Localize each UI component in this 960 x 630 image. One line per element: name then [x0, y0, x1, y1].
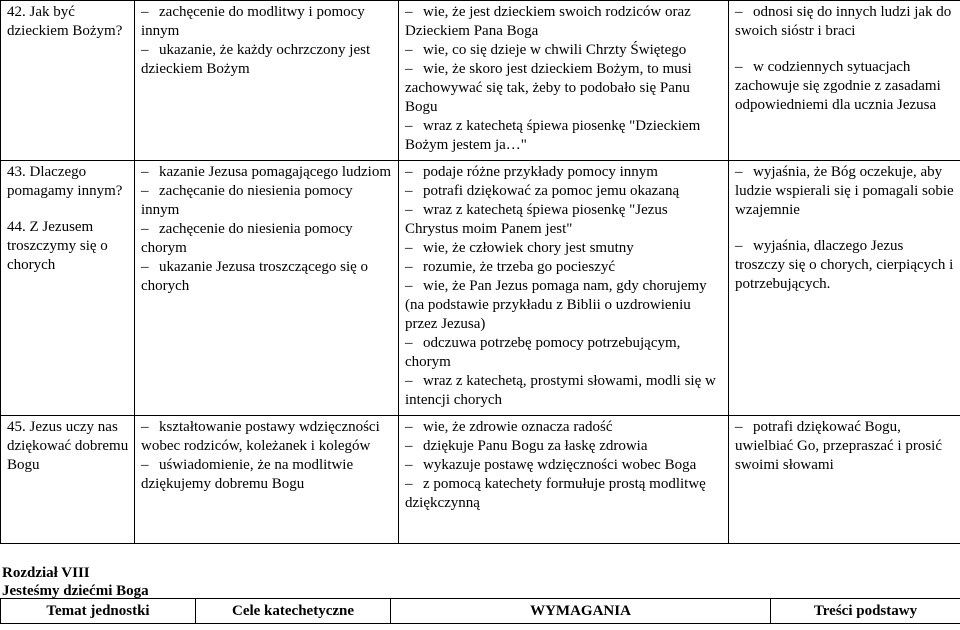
list-item: – wykazuje postawę wdzięczności wobec Boga	[405, 457, 697, 473]
list-item: – wyjaśnia, dlaczego Jezus troszczy się o chorych, cierpiących i potrzebujących.	[735, 238, 954, 292]
list-item: – potrafi dziękować za pomoc jemu okazaną	[405, 183, 680, 199]
cele-cell	[135, 161, 399, 416]
list-item: – wraz z katechetą śpiewa piosenkę "Jezus Chrystus moim Panem jest"	[405, 202, 668, 237]
list-item: – wraz z katechetą, prostymi słowami, modli się w intencji chorych	[405, 373, 716, 408]
list-item: – wie, że skoro jest dzieckiem Bożym, to musi zachowywać się tak, żeby to podobało się Panu Bogu	[405, 61, 692, 115]
wymaganie-text: podaje różne przykłady pomocy innym	[423, 164, 658, 180]
wymaganie-text: wie, że człowiek chory jest smutny	[423, 240, 634, 256]
wymaganie-text: z pomocą katechety formułuje prostą modlitwę dziękczynną	[405, 476, 706, 511]
list-item: – wie, że człowiek chory jest smutny	[405, 240, 634, 256]
list-item: – uświadomienie, że na modlitwie dziękujemy dobremu Bogu	[141, 457, 354, 492]
header-temat: Temat jednostki	[1, 599, 196, 624]
list-item: – dziękuje Panu Bogu za łaskę zdrowia	[405, 438, 648, 454]
wymaganie-text: potrafi dziękować za pomoc jemu okazaną	[423, 183, 680, 199]
list-item: – rozumie, że trzeba go pocieszyć	[405, 259, 615, 275]
wymaganie-text: wie, co się dzieje w chwili Chrzty Świętego	[423, 42, 687, 58]
tresc-text: potrafi dziękować Bogu, uwielbiać Go, przepraszać i prosić swoimi słowami	[735, 419, 942, 473]
tresci-cell	[729, 1, 960, 161]
list-item: – wie, co się dzieje w chwili Chrzty Świętego	[405, 42, 687, 58]
wymaganie-text: wraz z katechetą, prostymi słowami, modli się w intencji chorych	[405, 373, 716, 408]
table-row	[1, 161, 960, 416]
chapter-heading	[2, 564, 149, 600]
topic-cell	[1, 416, 135, 544]
cele-text: kazanie Jezusa pomagającego ludziom	[159, 164, 391, 180]
cele-text: zachęcenie do niesienia pomocy chorym	[141, 221, 353, 256]
list-item: – kazanie Jezusa pomagającego ludziom	[141, 164, 391, 180]
cele-text: kształtowanie postawy wdzięczności wobec rodziców, koleżanek i kolegów	[141, 419, 380, 454]
list-item: – wie, że jest dzieckiem swoich rodziców oraz Dzieckiem Pana Boga	[405, 4, 691, 39]
wymaganie-text: wie, że zdrowie oznacza radość	[423, 419, 613, 435]
table-header	[0, 598, 960, 624]
cele-cell	[135, 416, 399, 544]
tresc-text: wyjaśnia, dlaczego Jezus troszczy się o chorych, cierpiących i potrzebujących.	[735, 238, 954, 292]
list-item: – wie, że zdrowie oznacza radość	[405, 419, 613, 435]
list-item: – ukazanie, że każdy ochrzczony jest dzieckiem Bożym	[141, 42, 371, 77]
wymaganie-text: rozumie, że trzeba go pocieszyć	[423, 259, 615, 275]
chapter-title: Jesteśmy dziećmi Boga	[2, 583, 149, 599]
cele-text: zachęcenie do modlitwy i pomocy innym	[141, 4, 365, 39]
header-row	[1, 599, 960, 624]
topic-cell	[1, 161, 135, 416]
tresci-cell	[729, 416, 960, 544]
list-item: – z pomocą katechety formułuje prostą modlitwę dziękczynną	[405, 476, 706, 511]
cele-text: ukazanie Jezusa troszczącego się o chorych	[141, 259, 369, 294]
cele-cell	[135, 1, 399, 161]
wymaganie-text: dziękuje Panu Bogu za łaskę zdrowia	[423, 438, 648, 454]
wymagania-cell	[399, 416, 729, 544]
topic-title: 43. Dlaczego pomagamy innym?	[7, 164, 123, 199]
list-item: – w codziennych sytuacjach zachowuje się zgodnie z zasadami odpowiedniemi dla ucznia Jezusa	[735, 59, 941, 113]
topic-title: 44. Z Jezusem troszczymy się o chorych	[7, 219, 108, 273]
tresci-cell	[729, 161, 960, 416]
list-item: – odczuwa potrzebę pomocy potrzebującym, chorym	[405, 335, 681, 370]
tresc-text: wyjaśnia, że Bóg oczekuje, aby ludzie wspierali się i pomagali sobie wzajemnie	[735, 164, 954, 218]
list-item: – kształtowanie postawy wdzięczności wobec rodziców, koleżanek i kolegów	[141, 419, 380, 454]
topic-cell	[1, 1, 135, 161]
cele-text: ukazanie, że każdy ochrzczony jest dzieckiem Bożym	[141, 42, 371, 77]
header-tresci: Treści podstawy	[771, 599, 960, 624]
list-item: – potrafi dziękować Bogu, uwielbiać Go, przepraszać i prosić swoimi słowami	[735, 419, 942, 473]
list-item: – wie, że Pan Jezus pomaga nam, gdy chorujemy (na podstawie przykładu z Biblii o uzdrowieniu przez Jezusa)	[405, 278, 707, 332]
cele-text: zachęcanie do niesienia pomocy innym	[141, 183, 353, 218]
wymaganie-text: wraz z katechetą śpiewa piosenkę "Jezus Chrystus moim Panem jest"	[405, 202, 668, 237]
chapter-number: Rozdział VIII	[2, 565, 90, 581]
topic-title: 42. Jak być dzieckiem Bożym?	[7, 4, 123, 39]
wymaganie-text: wraz z katechetą śpiewa piosenkę "Dzieckiem Bożym jestem ja…"	[405, 118, 701, 153]
list-item: – zachęcenie do modlitwy i pomocy innym	[141, 4, 365, 39]
list-item: – wraz z katechetą śpiewa piosenkę "Dzieckiem Bożym jestem ja…"	[405, 118, 701, 153]
wymagania-cell	[399, 1, 729, 161]
list-item: – wyjaśnia, że Bóg oczekuje, aby ludzie wspierali się i pomagali sobie wzajemnie	[735, 164, 954, 218]
cele-text: uświadomienie, że na modlitwie dziękujemy dobremu Bogu	[141, 457, 354, 492]
list-item: – zachęcenie do niesienia pomocy chorym	[141, 221, 353, 256]
table-row	[1, 416, 960, 544]
wymaganie-text: wie, że jest dzieckiem swoich rodziców oraz Dzieckiem Pana Boga	[405, 4, 691, 39]
tresc-text: odnosi się do innych ludzi jak do swoich sióstr i braci	[735, 4, 952, 39]
wymaganie-text: wie, że skoro jest dzieckiem Bożym, to musi zachowywać się tak, żeby to podobało się Panu Bogu	[405, 61, 692, 115]
list-item: – zachęcanie do niesienia pomocy innym	[141, 183, 353, 218]
table-row	[1, 1, 960, 161]
list-item: – ukazanie Jezusa troszczącego się o chorych	[141, 259, 369, 294]
topic-title: 45. Jezus uczy nas dziękować dobremu Bogu	[7, 419, 129, 473]
header-wymagania: WYMAGANIA	[391, 599, 771, 624]
list-item: – odnosi się do innych ludzi jak do swoich sióstr i braci	[735, 4, 952, 39]
list-item: – podaje różne przykłady pomocy innym	[405, 164, 658, 180]
wymaganie-text: odczuwa potrzebę pomocy potrzebującym, chorym	[405, 335, 681, 370]
header-cele: Cele katechetyczne	[196, 599, 391, 624]
wymaganie-text: wykazuje postawę wdzięczności wobec Boga	[423, 457, 697, 473]
wymagania-cell	[399, 161, 729, 416]
wymaganie-text: wie, że Pan Jezus pomaga nam, gdy chorujemy (na podstawie przykładu z Biblii o uzdrowieniu przez Jezusa)	[405, 278, 707, 332]
tresc-text: w codziennych sytuacjach zachowuje się zgodnie z zasadami odpowiedniemi dla ucznia Jezusa	[735, 59, 941, 113]
